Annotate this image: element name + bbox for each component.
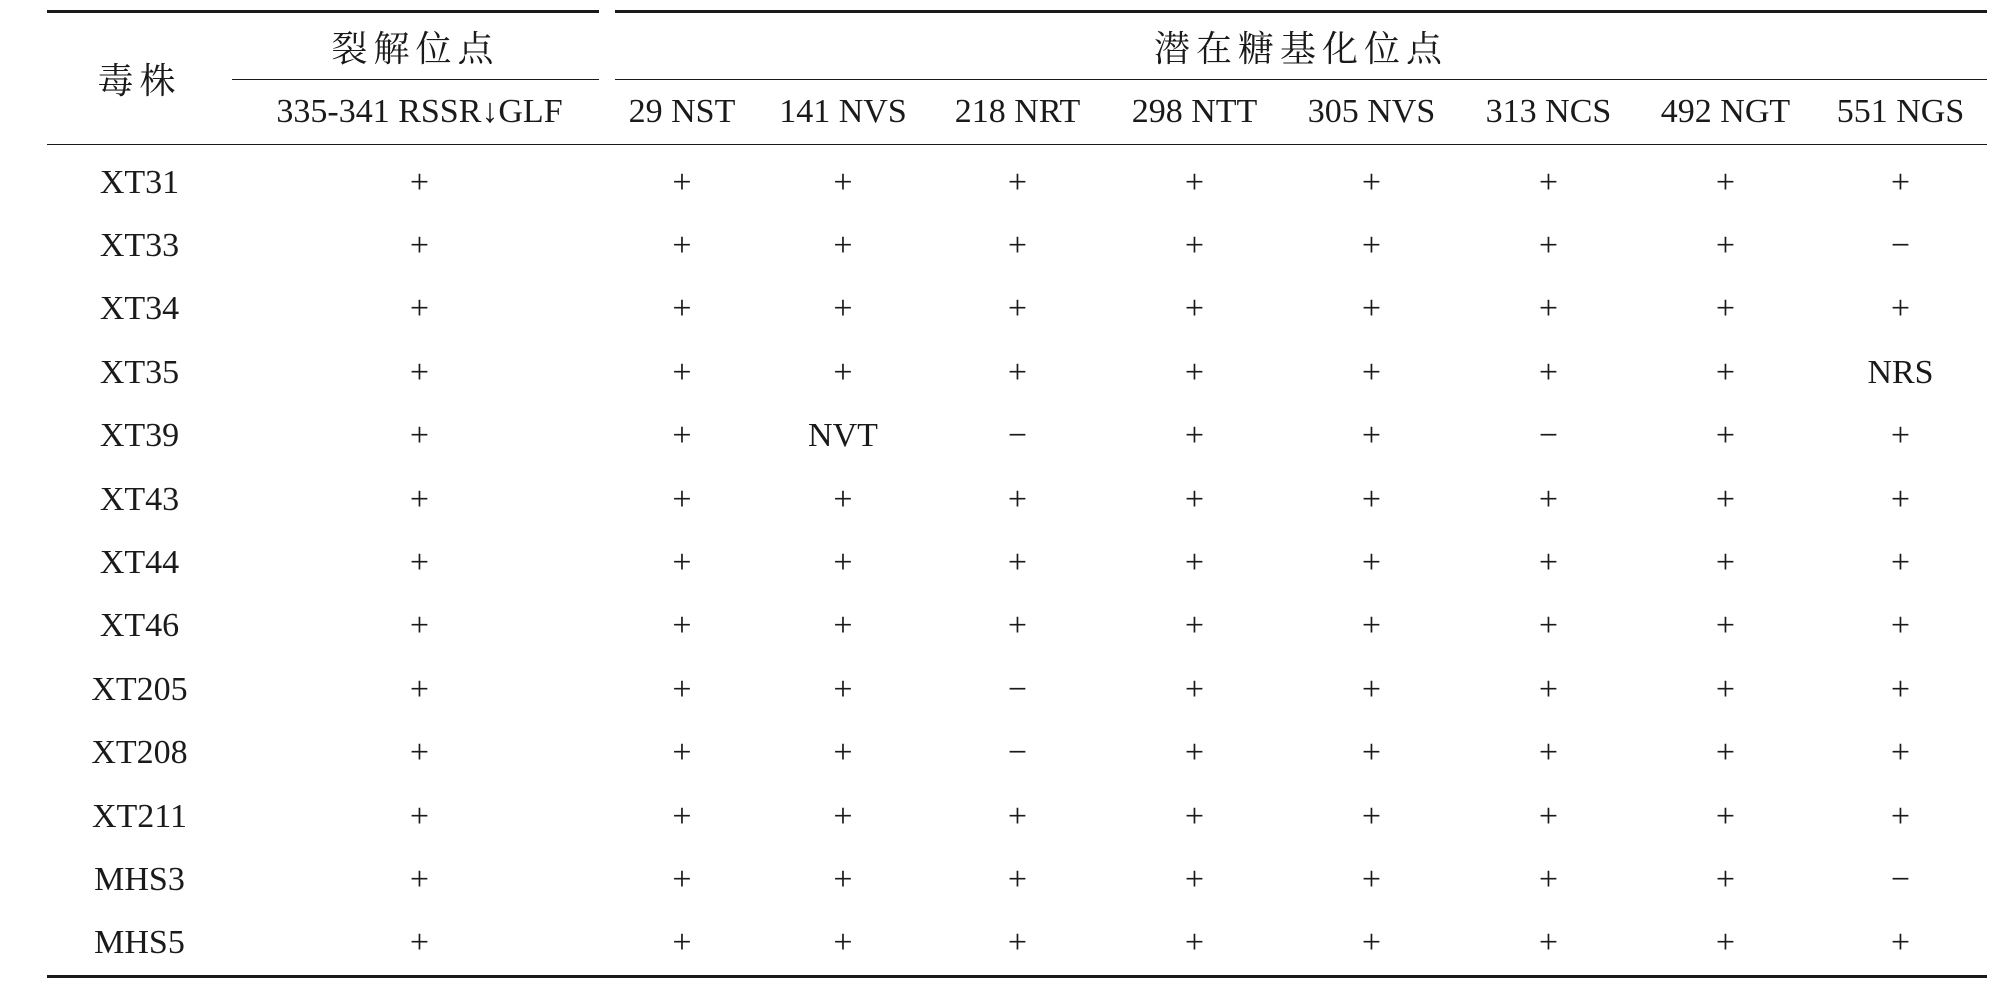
table-cell: + <box>1715 480 1736 518</box>
table-cell: + <box>1538 227 1559 265</box>
table-cell: + <box>409 860 430 898</box>
table-cell: + <box>1007 860 1028 898</box>
table-cell: + <box>1007 480 1028 518</box>
table-cell: + <box>409 797 430 835</box>
table-row <box>47 278 1987 341</box>
table-cell: + <box>232 912 607 977</box>
table-cell: − <box>1890 860 1911 898</box>
table-cell: + <box>1361 734 1382 772</box>
table-row <box>47 785 1987 848</box>
table-cell: + <box>833 734 853 772</box>
table-cell: + <box>672 734 692 772</box>
table-cell: + <box>1715 163 1736 201</box>
table-cell: + <box>1715 607 1736 645</box>
site-header-row <box>47 80 1987 145</box>
table-cell: + <box>672 544 692 582</box>
table-row <box>47 341 1987 404</box>
data-table-container <box>47 10 1977 978</box>
glycosylation-site-group-header: 潜在糖基化位点 <box>607 12 1987 80</box>
table-cell: + <box>672 353 692 391</box>
table-cell: + <box>1715 227 1736 265</box>
table-cell: + <box>1184 860 1205 898</box>
table-cell: + <box>1106 912 1283 977</box>
table-cell: + <box>1890 670 1911 708</box>
table-cell: + <box>672 607 692 645</box>
glyco-site-column-header: 313 NCS <box>1460 80 1637 145</box>
glyco-site-column-header: 29 NST <box>607 80 757 145</box>
table-cell: + <box>1715 290 1736 328</box>
table-cell: + <box>833 544 853 582</box>
table-cell: + <box>1361 227 1382 265</box>
table-cell: + <box>1361 290 1382 328</box>
table-row <box>47 658 1987 721</box>
table-cell: + <box>1184 797 1205 835</box>
table-cell: + <box>1538 734 1559 772</box>
table-cell: + <box>1361 860 1382 898</box>
table-row <box>47 214 1987 277</box>
table-cell: + <box>1184 227 1205 265</box>
table-cell: + <box>1538 353 1559 391</box>
table-cell: + <box>1007 163 1028 201</box>
glyco-site-column-header: 492 NGT <box>1637 80 1814 145</box>
strain-cell: XT211 <box>91 797 188 835</box>
table-cell: + <box>1007 607 1028 645</box>
table-cell: − <box>1007 417 1028 455</box>
table-cell: + <box>672 670 692 708</box>
table-cell: + <box>833 797 853 835</box>
strain-cell: XT35 <box>99 353 180 391</box>
table-cell: + <box>409 480 430 518</box>
table-cell: − <box>1890 227 1911 265</box>
table-cell: + <box>833 227 853 265</box>
table-cell: + <box>672 480 692 518</box>
table-cell: + <box>1184 607 1205 645</box>
table-cell: + <box>833 480 853 518</box>
cleavage-site-group-header: 裂解位点 <box>232 12 607 80</box>
table-body <box>47 145 1987 977</box>
table-cell: + <box>1460 912 1637 977</box>
table-cell: + <box>833 860 853 898</box>
table-cell: NRS <box>1867 353 1934 391</box>
table-cell: + <box>1184 670 1205 708</box>
table-cell: + <box>1184 417 1205 455</box>
table-cell: + <box>1890 417 1911 455</box>
table-cell: + <box>1538 797 1559 835</box>
table-cell: + <box>1184 290 1205 328</box>
table-cell: + <box>1283 912 1460 977</box>
table-cell: + <box>1890 544 1911 582</box>
table-cell: + <box>1361 417 1382 455</box>
glycosylation-site-table <box>47 10 1987 978</box>
table-cell: + <box>833 290 853 328</box>
table-cell: + <box>1814 912 1987 977</box>
table-cell: + <box>607 912 757 977</box>
table-cell: + <box>1361 163 1382 201</box>
table-cell: + <box>833 607 853 645</box>
glyco-site-column-header: 298 NTT <box>1106 80 1283 145</box>
table-cell: + <box>1637 912 1814 977</box>
table-row <box>47 145 1987 215</box>
table-cell: + <box>1890 290 1911 328</box>
table-cell: + <box>1184 353 1205 391</box>
strain-cell: MHS5 <box>47 912 232 977</box>
table-cell: + <box>1184 734 1205 772</box>
table-cell: + <box>833 670 853 708</box>
table-row <box>47 595 1987 658</box>
strain-cell: XT34 <box>99 290 180 328</box>
table-row <box>47 912 1987 977</box>
table-cell: + <box>409 607 430 645</box>
table-cell: + <box>672 797 692 835</box>
table-cell: + <box>672 163 692 201</box>
table-cell: + <box>409 670 430 708</box>
table-row <box>47 848 1987 911</box>
table-cell: + <box>757 912 929 977</box>
table-cell: + <box>1715 797 1736 835</box>
table-cell: + <box>672 860 692 898</box>
table-cell: + <box>1361 797 1382 835</box>
table-cell: + <box>1890 734 1911 772</box>
table-cell: + <box>409 417 430 455</box>
strain-cell: XT31 <box>99 163 180 201</box>
table-cell: + <box>1361 544 1382 582</box>
table-cell: + <box>409 290 430 328</box>
strain-cell: XT205 <box>91 670 188 708</box>
table-cell: + <box>1361 353 1382 391</box>
table-cell: + <box>409 163 430 201</box>
table-cell: + <box>1890 797 1911 835</box>
strain-cell: XT39 <box>99 417 180 455</box>
table-cell: + <box>833 163 853 201</box>
table-cell: + <box>1007 227 1028 265</box>
table-cell: + <box>1538 607 1559 645</box>
glyco-site-column-header: 305 NVS <box>1283 80 1460 145</box>
glyco-site-column-header: 551 NGS <box>1814 80 1987 145</box>
table-cell: + <box>1184 544 1205 582</box>
table-cell: + <box>1184 163 1205 201</box>
table-cell: + <box>1715 670 1736 708</box>
table-cell: + <box>1184 480 1205 518</box>
table-cell: + <box>1007 797 1028 835</box>
table-cell: + <box>672 290 692 328</box>
table-cell: + <box>1538 860 1559 898</box>
table-cell: + <box>672 417 692 455</box>
table-cell: + <box>1715 734 1736 772</box>
table-row <box>47 531 1987 594</box>
strain-column-header: 毒株 <box>47 12 232 145</box>
table-cell: + <box>1538 544 1559 582</box>
cleavage-site-column-header: 335-341 RSSR↓GLF <box>232 80 607 145</box>
table-cell: + <box>1007 290 1028 328</box>
table-cell: + <box>409 544 430 582</box>
strain-cell: XT46 <box>99 607 180 645</box>
table-cell: + <box>1890 163 1911 201</box>
table-cell: + <box>1890 607 1911 645</box>
table-cell: − <box>1007 670 1028 708</box>
strain-cell: MHS3 <box>94 860 185 898</box>
table-cell: + <box>1007 544 1028 582</box>
strain-cell: XT208 <box>91 734 188 772</box>
table-cell: + <box>833 353 853 391</box>
table-cell: + <box>1715 544 1736 582</box>
strain-cell: XT44 <box>99 544 180 582</box>
table-cell: + <box>409 227 430 265</box>
strain-cell: XT43 <box>99 480 180 518</box>
table-cell: + <box>1007 353 1028 391</box>
table-cell: + <box>929 912 1106 977</box>
table-cell: + <box>672 227 692 265</box>
table-cell: + <box>1361 480 1382 518</box>
glyco-site-column-header: 218 NRT <box>929 80 1106 145</box>
table-cell: + <box>1715 860 1736 898</box>
table-cell: + <box>1538 670 1559 708</box>
table-cell: + <box>1538 480 1559 518</box>
table-cell: + <box>1361 607 1382 645</box>
table-cell: − <box>1007 734 1028 772</box>
table-cell: + <box>409 734 430 772</box>
table-cell: + <box>1538 290 1559 328</box>
table-cell: − <box>1538 417 1559 455</box>
table-row <box>47 405 1987 468</box>
table-header <box>47 12 1987 145</box>
table-cell: + <box>1715 353 1736 391</box>
table-row <box>47 722 1987 785</box>
table-cell: + <box>1538 163 1559 201</box>
strain-cell: XT33 <box>99 227 180 265</box>
table-row <box>47 468 1987 531</box>
table-cell: NVT <box>808 417 878 455</box>
table-cell: + <box>1715 417 1736 455</box>
table-cell: + <box>1361 670 1382 708</box>
glyco-site-column-header: 141 NVS <box>757 80 929 145</box>
table-cell: + <box>1890 480 1911 518</box>
table-cell: + <box>409 353 430 391</box>
